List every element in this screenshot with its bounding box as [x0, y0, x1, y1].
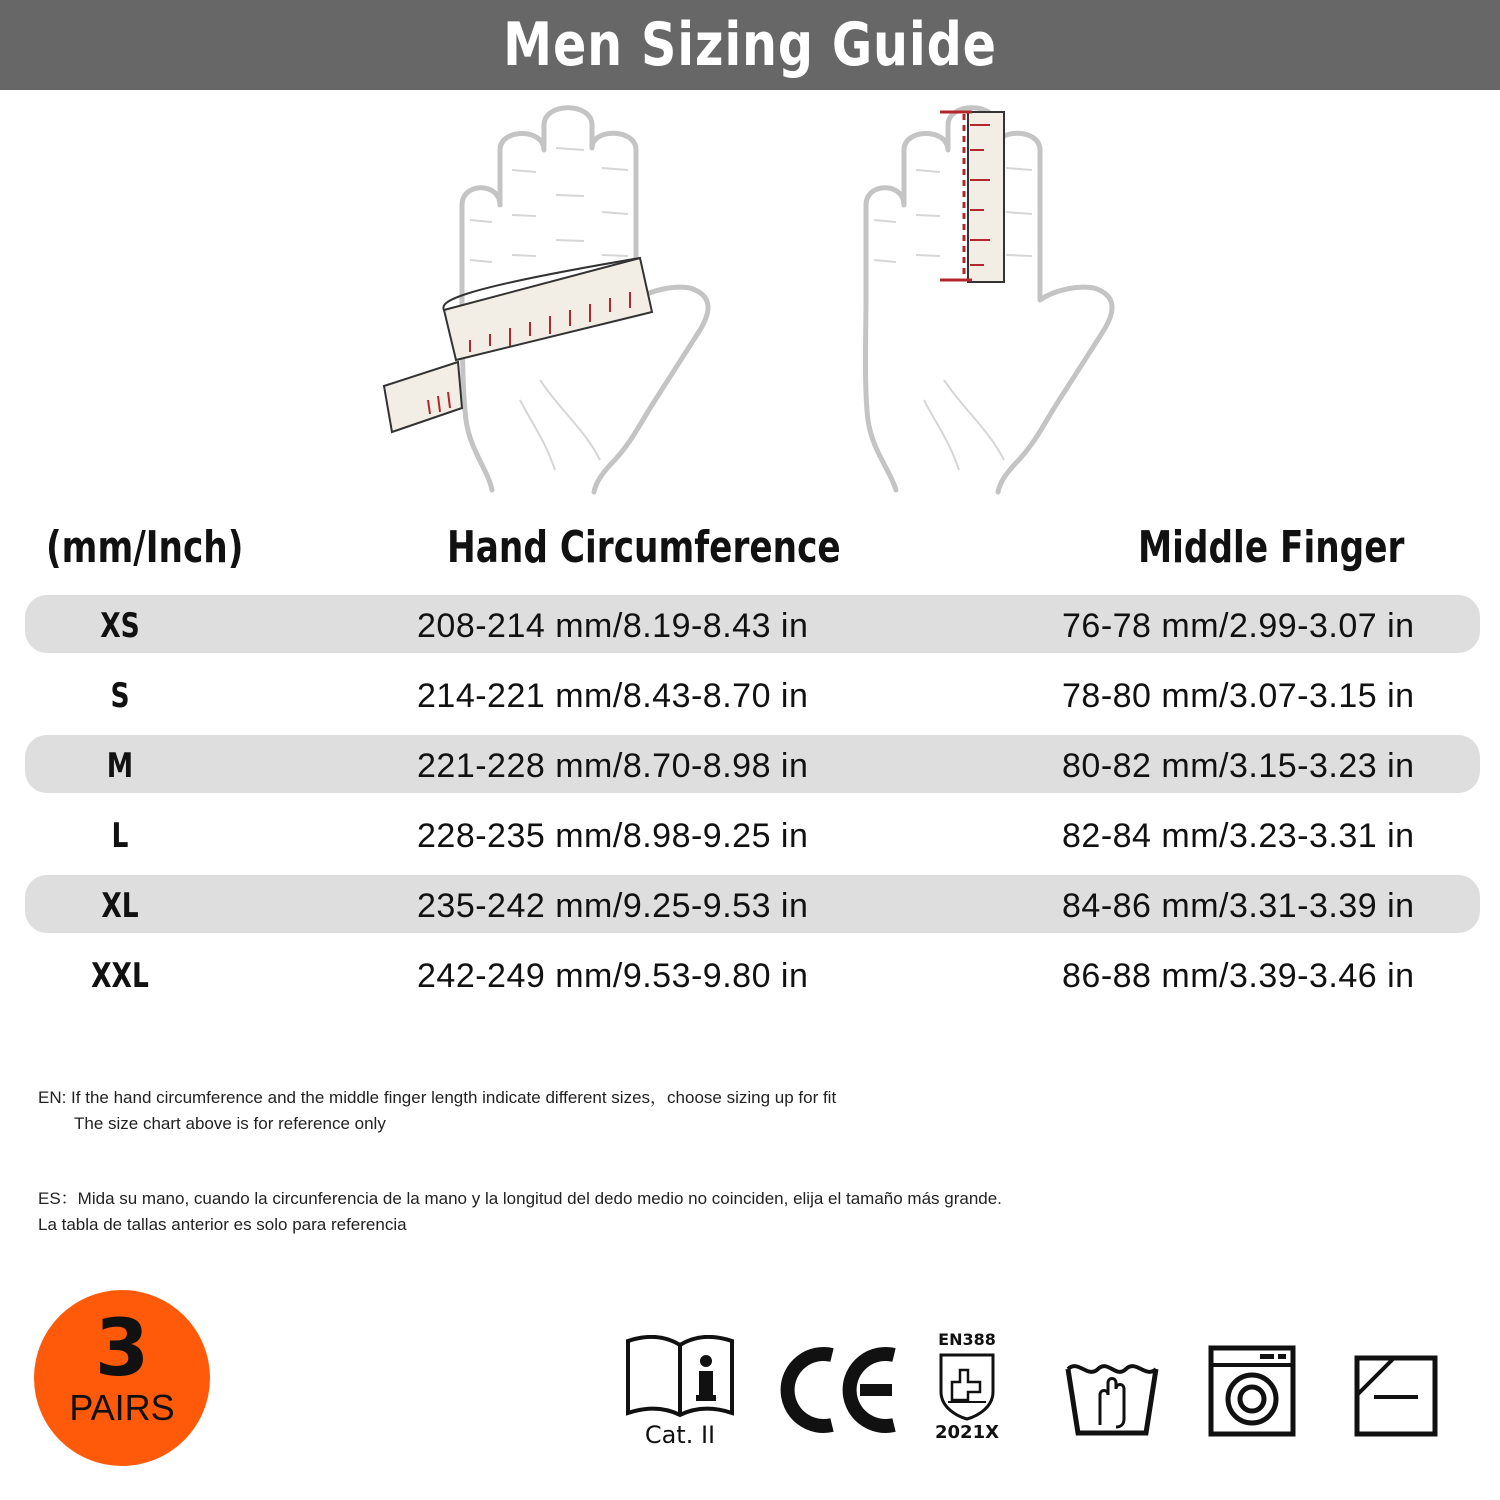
table-row: [25, 735, 1480, 793]
hand-value: 214-221 mm/8.43-8.70 in: [417, 677, 809, 715]
spanish-note-line2: La tabla de tallas anterior es solo para referencia: [38, 1215, 407, 1234]
spanish-note: [38, 1186, 1002, 1238]
spanish-note-line1: ES：Mida su mano, cuando la circunferencia de la mano y la longitud del dedo medio no coinciden, elija el tamaño más grande.: [38, 1189, 1002, 1208]
middle-finger-header: Middle Finger: [1138, 522, 1405, 573]
en388-shield-icon: [932, 1330, 1002, 1445]
manual-caption: Cat. II: [644, 1421, 716, 1449]
size-label: M: [106, 746, 134, 786]
finger-value: 82-84 mm/3.23-3.31 in: [1062, 817, 1415, 855]
ruler: [968, 112, 1004, 282]
size-label: XS: [100, 606, 140, 646]
finger-value: 76-78 mm/2.99-3.07 in: [1062, 607, 1415, 645]
pairs-badge: [34, 1290, 210, 1466]
pairs-count: 3: [94, 1304, 150, 1394]
size-label: XXL: [91, 956, 149, 996]
en388-top-label: EN388: [938, 1330, 996, 1349]
table-row: [25, 805, 1480, 863]
hand-value: 242-249 mm/9.53-9.80 in: [417, 957, 809, 995]
size-label: L: [111, 816, 129, 856]
finger-value: 78-80 mm/3.07-3.15 in: [1062, 677, 1415, 715]
hand-value: 228-235 mm/8.98-9.25 in: [417, 817, 809, 855]
unit-header: (mm/Inch): [46, 522, 244, 573]
english-note: [38, 1085, 836, 1137]
table-row: [25, 945, 1480, 1003]
size-label: XL: [101, 886, 139, 926]
pairs-label: PAIRS: [69, 1387, 175, 1428]
no-machine-wash-icon: [1208, 1345, 1296, 1437]
page-title: Men Sizing Guide: [503, 10, 997, 80]
info-manual-icon: [624, 1335, 736, 1455]
hand-circumference-header: Hand Circumference: [447, 522, 841, 573]
hand-wash-icon: [1064, 1355, 1160, 1437]
size-table: [25, 595, 1480, 1015]
title-bar: [0, 0, 1500, 90]
table-row: [25, 595, 1480, 653]
drip-dry-icon: [1354, 1355, 1438, 1437]
finger-value: 80-82 mm/3.15-3.23 in: [1062, 747, 1415, 785]
table-row: [25, 665, 1480, 723]
ce-mark-icon: [780, 1345, 902, 1435]
hand-value: 235-242 mm/9.25-9.53 in: [417, 887, 809, 925]
hand-measurement-illustration: [0, 95, 1500, 505]
finger-value: 84-86 mm/3.31-3.39 in: [1062, 887, 1415, 925]
hand-value: 221-228 mm/8.70-8.98 in: [417, 747, 809, 785]
table-row: [25, 875, 1480, 933]
en388-bottom-label: 2021X: [935, 1422, 999, 1443]
size-label: S: [110, 676, 130, 716]
english-note-line1: EN: If the hand circumference and the middle finger length indicate different sizes，choose sizing up for fit: [38, 1088, 837, 1107]
english-note-line2: The size chart above is for reference only: [74, 1114, 386, 1133]
hand-value: 208-214 mm/8.19-8.43 in: [417, 607, 809, 645]
finger-value: 86-88 mm/3.39-3.46 in: [1062, 957, 1415, 995]
